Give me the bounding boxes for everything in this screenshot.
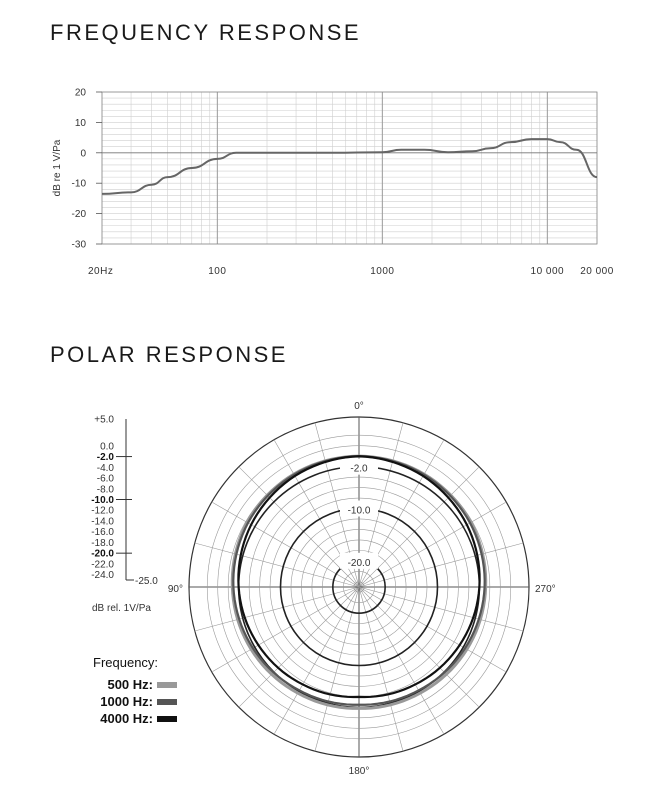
angle-label: 270° — [535, 584, 556, 595]
frequency-response-title: FREQUENCY RESPONSE — [50, 20, 362, 45]
polar-response-title: POLAR RESPONSE — [50, 342, 288, 367]
legend-title: Frequency: — [93, 655, 159, 670]
scale-label: -20.0 — [91, 548, 114, 560]
legend-label-1000hz: 1000 Hz: — [100, 694, 153, 709]
polar-plot — [168, 401, 556, 777]
frequency-plot — [52, 88, 614, 278]
scale-label: -4.0 — [96, 462, 114, 474]
polar-legend — [93, 655, 177, 727]
legend-item-1000hz — [93, 693, 177, 710]
scale-label: -24.0 — [91, 570, 114, 582]
frequency-curve — [102, 139, 597, 194]
scale-label: -6.0 — [96, 473, 114, 485]
y-tick-label: 10 — [74, 117, 86, 129]
scale-label: -14.0 — [91, 516, 114, 528]
x-tick-label: 1000 — [370, 266, 395, 277]
x-tick-label: 100 — [208, 266, 227, 277]
angle-label: 90° — [167, 584, 183, 595]
x-tick-label: 10 000 — [530, 266, 565, 277]
legend-item-4000hz — [93, 710, 177, 727]
scale-label: -10.0 — [91, 495, 114, 506]
scale-label: -12.0 — [91, 505, 114, 517]
scale-unit-label: dB rel. 1V/Pa — [92, 603, 151, 614]
legend-label-500hz: 500 Hz: — [107, 677, 153, 692]
angle-label: 0° — [354, 401, 364, 412]
scale-label: -8.0 — [96, 484, 114, 496]
legend-swatch-4000hz — [157, 716, 177, 722]
scale-label: 0.0 — [100, 441, 114, 453]
ring-label: -10.0 — [347, 505, 371, 517]
legend-swatch-1000hz — [157, 699, 177, 705]
scale-label: +5.0 — [94, 414, 114, 426]
plot-frame — [102, 92, 597, 244]
angle-label: 180° — [348, 766, 370, 777]
ring-label: -20.0 — [347, 557, 371, 569]
scale-label: -2.0 — [96, 452, 114, 464]
legend-label-4000hz: 4000 Hz: — [100, 711, 153, 726]
scale-label: -16.0 — [91, 527, 114, 539]
y-tick-label: -10 — [71, 178, 86, 190]
x-tick-label: 20Hz — [88, 266, 114, 277]
legend-swatch-500hz — [157, 682, 177, 688]
scale-label: -22.0 — [91, 559, 114, 571]
y-tick-label: 20 — [74, 87, 86, 99]
legend-item-500hz — [93, 676, 177, 693]
y-axis-label: dB re 1 V/Pa — [52, 139, 63, 197]
x-tick-label: 20 000 — [580, 266, 614, 277]
scale-label: -25.0 — [135, 576, 158, 587]
y-tick-label: -20 — [71, 209, 86, 221]
ring-label: -2.0 — [350, 463, 368, 475]
y-tick-label: -30 — [71, 239, 86, 251]
scale-label: -18.0 — [91, 537, 114, 549]
y-tick-label: 0 — [80, 148, 86, 160]
polar-db-scale — [91, 415, 158, 615]
